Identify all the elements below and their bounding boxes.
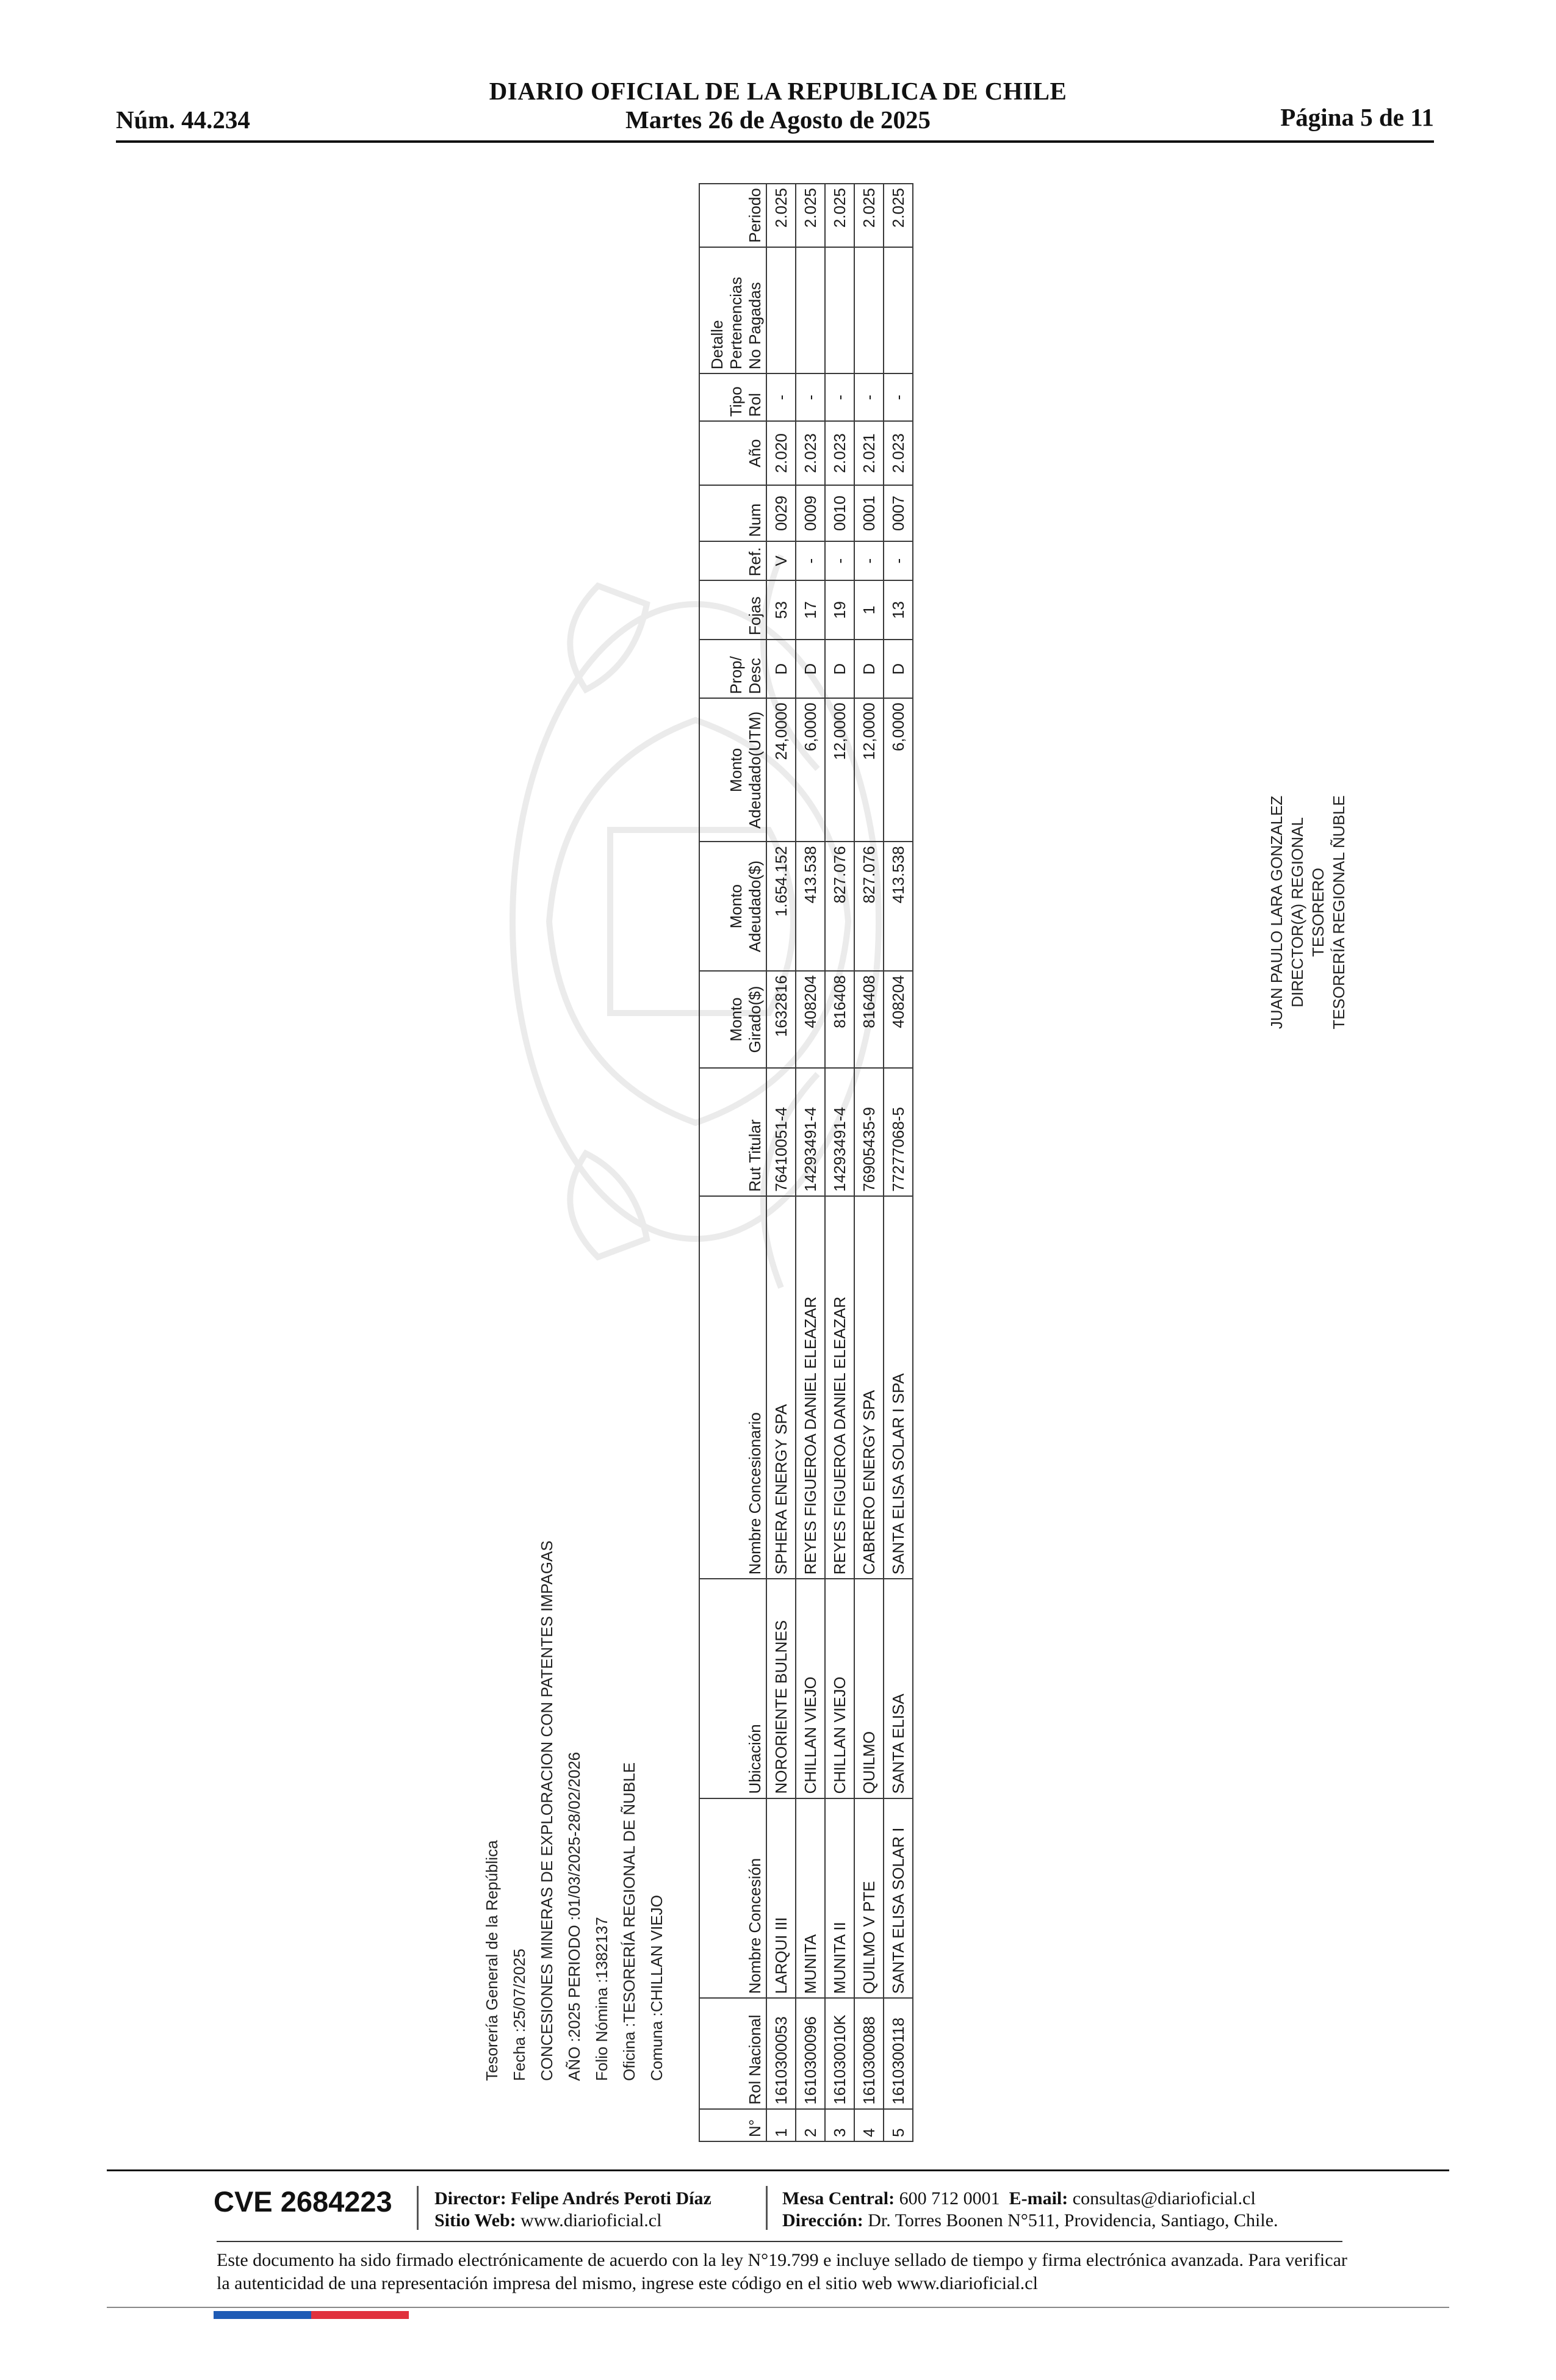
cell-tipo: - [854,373,884,421]
col-ubicacion: Ubicación [699,1579,766,1798]
cell-ref: - [854,541,884,581]
table-row [766,184,796,2141]
col-periodo: Periodo [699,184,766,247]
table-header-row [699,184,766,2141]
cell-utm: 12,0000 [854,698,884,842]
meta-line: AÑO :2025 PERIODO :01/03/2025-28/02/2026 [565,1751,583,2081]
meta-line: Comuna :CHILLAN VIEJO [647,1895,666,2081]
cell-utm: 6,0000 [796,698,825,842]
col-num: Num [699,485,766,541]
meta-line: Tesorería General de la República [483,1840,501,2081]
cell-utm: 24,0000 [766,698,796,842]
email-label: E-mail: [1009,2188,1068,2209]
flag-stripe-blue [214,2311,311,2319]
cell-fojas: 1 [854,580,884,640]
cell-n: 5 [884,2109,913,2141]
cell-girado: 816408 [854,971,884,1068]
table-row [854,184,884,2141]
concessions-table [699,183,913,2142]
cell-num: 0029 [766,485,796,541]
footer-separator [417,2186,419,2230]
cell-utm: 6,0000 [884,698,913,842]
cell-ubicacion: CHILLAN VIEJO [825,1579,854,1798]
cell-rol: 1610300118 [884,1998,913,2108]
cell-detalle [884,247,913,374]
cell-prop: D [796,640,825,698]
cell-prop: D [766,640,796,698]
address-label: Dirección: [782,2210,863,2230]
legal-notice: Este documento ha sido firmado electrónicamente de acuerdo con la ley N°19.799 e incluye sellado de tiempo y firma electrónica avanzada. Para verificar la autenticidad de una representación impresa del mismo, ingrese este código en el sitio web www.diarioficial.cl [217,2250,1347,2293]
col-nombre-concesionario: Nombre Concesionario [699,1196,766,1579]
footer-divider-bottom [107,2307,1449,2308]
cell-fojas: 17 [796,580,825,640]
cell-girado: 816408 [825,971,854,1068]
cell-nombre-concesion: LARQUI III [766,1798,796,1999]
email-link[interactable]: consultas@diarioficial.cl [1072,2188,1256,2209]
cell-periodo: 2.025 [884,184,913,247]
cell-periodo: 2.025 [766,184,796,247]
cell-tipo: - [884,373,913,421]
cell-adeudado: 827.076 [854,842,884,971]
table-row [796,184,825,2141]
cell-rut: 14293491-4 [825,1068,854,1196]
col-monto-girado: Monto Girado($) [699,971,766,1068]
cell-prop: D [884,640,913,698]
cell-anio: 2.020 [766,421,796,485]
rotated-content [476,183,1348,2142]
cell-n: 1 [766,2109,796,2141]
cell-rol: 1610300053 [766,1998,796,2108]
cell-ref: - [825,541,854,581]
col-anio: Año [699,421,766,485]
cell-anio: 2.021 [854,421,884,485]
cell-rol: 161030010K [825,1998,854,2108]
cell-periodo: 2.025 [796,184,825,247]
cell-detalle [766,247,796,374]
meta-line: Folio Nómina :1382137 [593,1917,611,2081]
cell-tipo: - [766,373,796,421]
cell-girado: 408204 [796,971,825,1068]
col-rol-nacional: Rol Nacional [699,1998,766,2108]
website-link[interactable]: www.diarioficial.cl [520,2210,662,2230]
signature-role: DIRECTOR(A) REGIONAL [1288,817,1306,1008]
web-label: Sitio Web: [434,2210,516,2230]
footer-divider-mid [217,2241,1342,2242]
cell-rol: 1610300096 [796,1998,825,2108]
cell-nombre-concesion: QUILMO V PTE [854,1798,884,1999]
director-name: Felipe Andrés Peroti Díaz [511,2188,711,2209]
mesa-label: Mesa Central: [782,2188,895,2209]
col-monto-adeudado: Monto Adeudado($) [699,842,766,971]
issue-date: Martes 26 de Agosto de 2025 [625,106,931,134]
cell-fojas: 13 [884,580,913,640]
table-row [884,184,913,2141]
cell-anio: 2.023 [796,421,825,485]
issue-number: Núm. 44.234 [116,106,250,134]
cell-num: 0001 [854,485,884,541]
cell-ubicacion: QUILMO [854,1579,884,1798]
footer-contact-block [782,2188,1278,2232]
cell-rut: 77277068-5 [884,1068,913,1196]
cell-adeudado: 1.654.152 [766,842,796,971]
cell-girado: 408204 [884,971,913,1068]
col-fojas: Fojas [699,580,766,640]
cell-detalle [796,247,825,374]
cell-rut: 14293491-4 [796,1068,825,1196]
address-text: Dr. Torres Boonen N°511, Providencia, Santiago, Chile. [868,2210,1278,2230]
col-ref: Ref. [699,541,766,581]
cell-ubicacion: CHILLAN VIEJO [796,1579,825,1798]
cell-ref: - [884,541,913,581]
cell-nombre-concesion: SANTA ELISA SOLAR I [884,1798,913,1999]
meta-line: Oficina :TESORERÍA REGIONAL DE ÑUBLE [620,1762,638,2081]
footer-director-block [434,2188,711,2232]
cell-tipo: - [825,373,854,421]
header-divider [116,140,1434,143]
meta-line: CONCESIONES MINERAS DE EXPLORACION CON PATENTES IMPAGAS [538,1540,556,2081]
cell-concesionario: SANTA ELISA SOLAR I SPA [884,1196,913,1579]
signature-block [1266,699,1349,1126]
cell-concesionario: REYES FIGUEROA DANIEL ELEAZAR [796,1196,825,1579]
cell-ubicacion: NORORIENTE BULNES [766,1579,796,1798]
cell-n: 2 [796,2109,825,2141]
cell-ubicacion: SANTA ELISA [884,1579,913,1798]
cell-girado: 1632816 [766,971,796,1068]
signature-title: TESORERO [1309,868,1327,957]
director-label: Director: [434,2188,506,2209]
cell-anio: 2.023 [884,421,913,485]
col-rut-titular: Rut Titular [699,1068,766,1196]
col-nombre-concesion: Nombre Concesión [699,1798,766,1999]
cell-fojas: 53 [766,580,796,640]
col-prop-desc: Prop/ Desc [699,640,766,698]
col-n: N° [699,2109,766,2141]
page-indicator: Página 5 de 11 [1280,103,1434,131]
cell-detalle [854,247,884,374]
cell-prop: D [854,640,884,698]
cell-concesionario: CABRERO ENERGY SPA [854,1196,884,1579]
table-row [825,184,854,2141]
col-detalle: Detalle Pertenencias No Pagadas [699,247,766,374]
cell-prop: D [825,640,854,698]
cell-adeudado: 827.076 [825,842,854,971]
cve-code: CVE 2684223 [214,2185,392,2218]
cell-tipo: - [796,373,825,421]
cell-num: 0009 [796,485,825,541]
cell-ref: - [796,541,825,581]
cell-n: 3 [825,2109,854,2141]
flag-stripe-red [311,2311,409,2319]
footer-divider-top [107,2169,1449,2171]
cell-utm: 12,0000 [825,698,854,842]
cell-anio: 2.023 [825,421,854,485]
cell-rol: 1610300088 [854,1998,884,2108]
col-monto-utm: Monto Adeudado(UTM) [699,698,766,842]
cell-num: 0010 [825,485,854,541]
cell-rut: 76905435-9 [854,1068,884,1196]
gazette-title: DIARIO OFICIAL DE LA REPUBLICA DE CHILE [489,77,1067,105]
signature-name: JUAN PAULO LARA GONZALEZ [1267,795,1286,1030]
cell-adeudado: 413.538 [884,842,913,971]
cell-num: 0007 [884,485,913,541]
footer-separator [766,2186,768,2230]
cell-concesionario: REYES FIGUEROA DANIEL ELEAZAR [825,1196,854,1579]
cell-periodo: 2.025 [854,184,884,247]
signature-office: TESORERÍA REGIONAL ÑUBLE [1330,795,1348,1030]
cell-periodo: 2.025 [825,184,854,247]
col-tipo-rol: Tipo Rol [699,373,766,421]
meta-line: Fecha :25/07/2025 [510,1949,528,2081]
cell-detalle [825,247,854,374]
cell-concesionario: SPHERA ENERGY SPA [766,1196,796,1579]
cell-rut: 76410051-4 [766,1068,796,1196]
cell-fojas: 19 [825,580,854,640]
cell-n: 4 [854,2109,884,2141]
report-metadata [478,1540,671,2081]
cell-nombre-concesion: MUNITA II [825,1798,854,1999]
cell-adeudado: 413.538 [796,842,825,971]
cell-ref: V [766,541,796,581]
cell-nombre-concesion: MUNITA [796,1798,825,1999]
mesa-phone: 600 712 0001 [899,2188,1000,2209]
